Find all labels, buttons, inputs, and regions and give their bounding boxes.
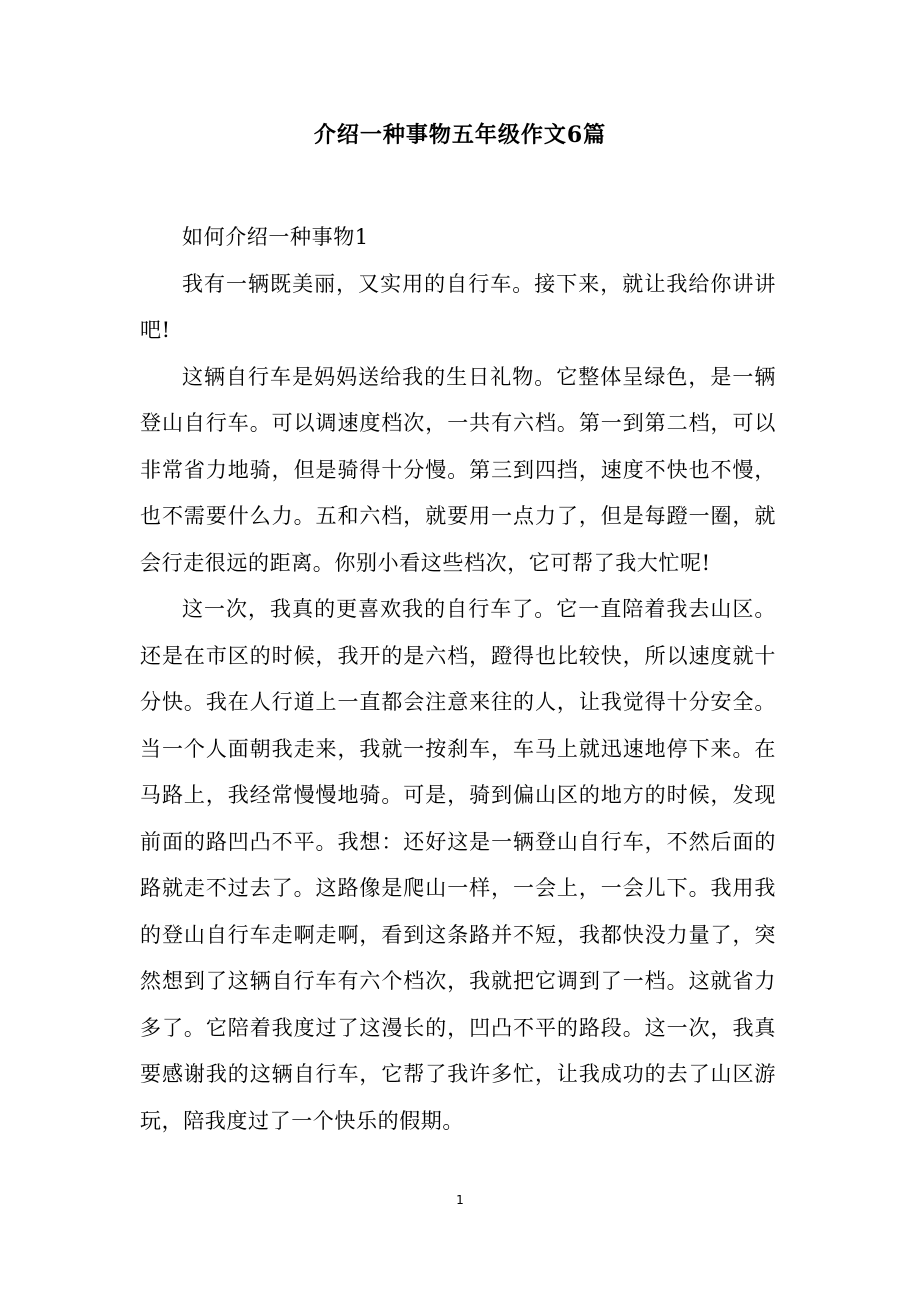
page-number: 1 (456, 1193, 464, 1207)
paragraph: 这辆自行车是妈妈送给我的生日礼物。它整体呈绿色，是一辆登山自行车。可以调速度档次，一共有六档。第一到第二档，可以非常省力地骑，但是骑得十分慢。第三到四挡，速度不快也不慢，也不需要什么力。五和六档，就要用一点力了，但是每蹬一圈，就会行走很远的距离。你别小看这些档次，它可帮了我大忙呢! (140, 364, 776, 575)
document-title: 介绍一种事物五年级作文6篇 (313, 122, 607, 148)
paragraph: 这一次，我真的更喜欢我的自行车了。它一直陪着我去山区。还是在市区的时候，我开的是六档，蹬得也比较快，所以速度就十分快。我在人行道上一直都会注意来往的人，让我觉得十分安全。当一个人面朝我走来，我就一按刹车，车马上就迅速地停下来。在马路上，我经常慢慢地骑。可是，骑到偏山区的地方的时候，发现前面的路凹凸不平。我想：还好这是一辆登山自行车，不然后面的路就走不过去了。这路像是爬山一样，一会上，一会儿下。我用我的登山自行车走啊走啊，看到这条路并不短，我都快没力量了，突然想到了这辆自行车有六个档次，我就把它调到了一档。这就省力多了。它陪着我度过了这漫长的，凹凸不平的路段。这一次，我真要感谢我的这辆自行车，它帮了我许多忙，让我成功的去了山区游玩，陪我度过了一个快乐的假期。 (140, 597, 776, 1133)
paragraph: 我有一辆既美丽，又实用的自行车。接下来，就让我给你讲讲吧! (140, 271, 776, 342)
document-body (140, 214, 776, 1144)
section-heading: 如何介绍一种事物1 (182, 225, 369, 249)
